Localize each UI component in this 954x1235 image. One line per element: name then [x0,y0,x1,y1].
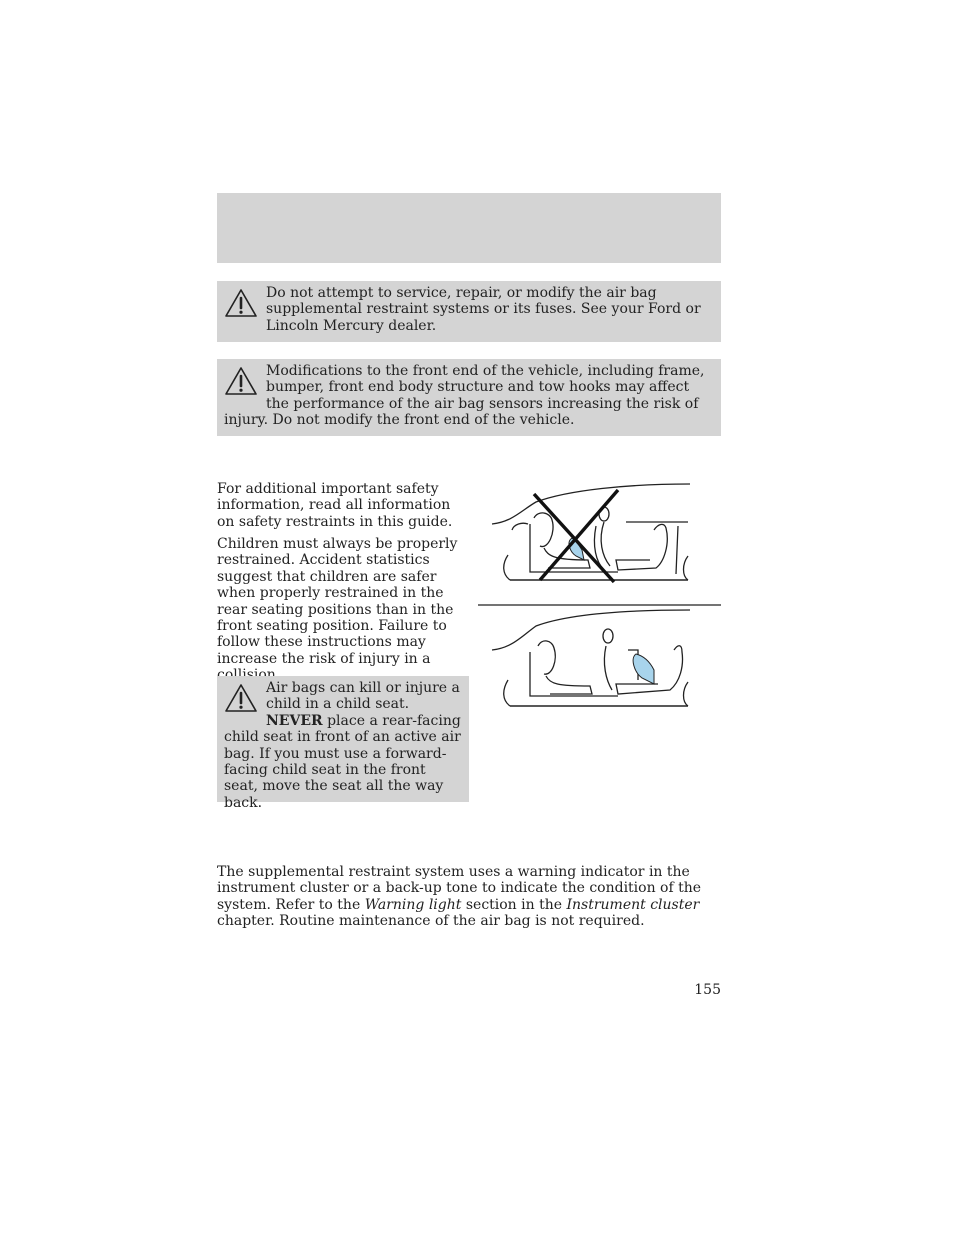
child-seat-placement-illustration [478,480,721,730]
child-seat-icon [633,654,654,684]
srs-paragraph [217,864,707,930]
warning-text: Modifications to the front end of the vehicle, including frame, bumper, front end body structure and tow hooks may affect the performance of the air bag sensors increasing the risk of injury. Do not modify the front end of the vehicle. [224,363,705,429]
warning-text: Do not attempt to service, repair, or modify the air bag supplemental restraint systems or its fuses. See your Ford or Lincoln Mercury dealer. [266,285,701,334]
children-paragraph: Children must always be properly restrained. Accident statistics suggest that children are safer when properly restrained in the rear seating positions than in the front seating position. Failure to follow these instructions may increase the risk of injury in a [217,536,458,667]
warning-text: Air bags can kill or injure a child in a child seat. [266,680,460,713]
warning-box [217,359,721,436]
warning-triangle-icon [224,683,258,713]
warning-box [217,676,469,811]
srs-text: The supplemental restraint system uses a warning indicator in the instrument cluster or a back-up tone to indicate the condition of the system. Refer to the [217,864,702,913]
warning-triangle-icon [224,288,258,318]
warning-triangle-icon [224,366,258,396]
header-band [217,193,721,263]
instrument-cluster-reference: Instrument cluster [566,896,700,913]
car-front-seat-diagram [492,484,690,580]
srs-text: section in the [465,896,563,913]
warning-light-reference: Warning light [364,896,462,913]
warning-emphasis: NEVER [266,712,323,729]
warning-box [217,281,721,342]
page-number: 155 [694,982,721,998]
safety-info-paragraph: For additional important safety information, read all information on safety restraints in this guide. [217,481,453,530]
car-rear-seat-diagram [492,610,690,706]
warning-text: place a rear-facing child seat in front of an active air bag. If you must use a forward-facing child seat in the front seat, move the seat all the way back. [224,712,461,811]
srs-text: chapter. Routine maintenance of the air bag is not required. [217,913,645,930]
